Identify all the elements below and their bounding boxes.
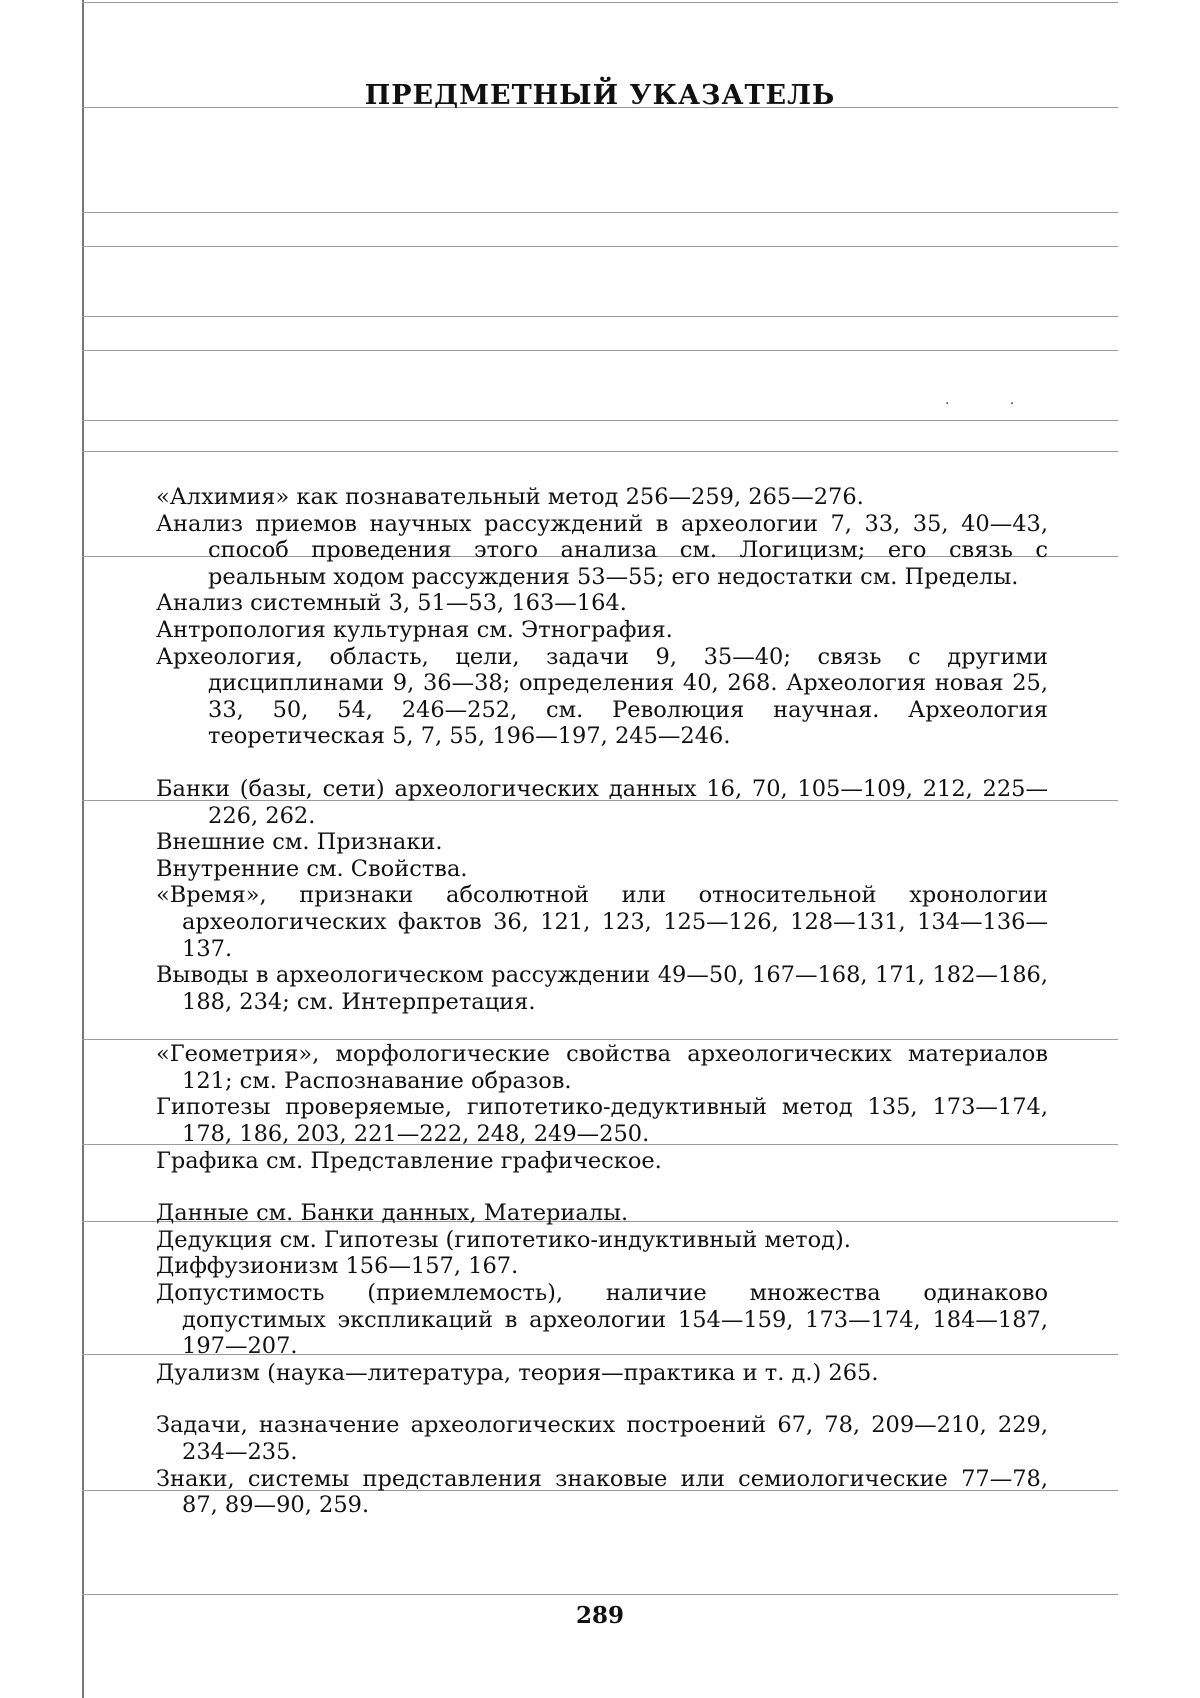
subject-index xyxy=(156,484,1048,1519)
page-number: 289 xyxy=(575,1602,624,1629)
index-entry: Антропология культурная см. Этнография. xyxy=(156,616,673,643)
index-entry: Гипотезы проверяемые, гипотетико-дедуктивный метод 135, 173—174, 178, 186, 203, 221—222, 248, 249—250. xyxy=(156,1094,1048,1148)
page-left-border xyxy=(82,0,84,1698)
index-entry: Данные см. Банки данных, Материалы. xyxy=(156,1200,629,1227)
rule-line xyxy=(82,316,1118,317)
rule-line xyxy=(82,246,1118,247)
index-entry: Внутренние см. Свойства. xyxy=(156,855,468,882)
rule-line xyxy=(82,451,1118,452)
index-entry: Археология, область, цели, задачи 9, 35—40; связь с другими дисциплинами 9, 36—38; определения 40, 268. Археология новая 25, 33, 50, 54, 246—252, см. Революция научная. Археология теоретическая 5, 7, 55, 196—197, 245—246. xyxy=(156,643,1048,750)
letter-gap xyxy=(156,1386,1048,1412)
rule-line xyxy=(82,350,1118,351)
index-entry: Анализ системный 3, 51—53, 163—164. xyxy=(156,590,627,617)
index-entry: Внешние см. Признаки. xyxy=(156,829,443,856)
index-entry: Дедукция см. Гипотезы (гипотетико-индуктивный метод). xyxy=(156,1226,851,1253)
index-entry: «Алхимия» как познавательный метод 256—259, 265—276. xyxy=(156,484,864,510)
index-entry: «Время», признаки абсолютной или относительной хронологии археологических фактов 36, 121, 123, 125—126, 128—131, 134—136—137. xyxy=(156,882,1048,962)
rule-line xyxy=(82,1594,1118,1595)
index-entry: Диффузионизм 156—157, 167. xyxy=(156,1253,519,1280)
rule-line xyxy=(82,420,1118,421)
index-entry: «Геометрия», морфологические свойства археологических материалов 121; см. Распознавание образов. xyxy=(156,1041,1048,1094)
index-entry: Дуализм (наука—литература, теория—практика и т. д.) 265. xyxy=(156,1359,879,1386)
letter-gap xyxy=(156,750,1048,776)
index-entry: Задачи, назначение археологических построений 67, 78, 209—210, 229, 234—235. xyxy=(156,1412,1048,1465)
rule-line xyxy=(82,2,1118,3)
page-title: ПРЕДМЕТНЫЙ УКАЗАТЕЛЬ xyxy=(364,80,836,111)
scan-specks: · · xyxy=(945,396,1043,412)
index-entry: Знаки, системы представления знаковые или семиологические 77—78, 87, 89—90, 259. xyxy=(156,1465,1048,1519)
index-entry: Анализ приемов научных рассуждений в археологии 7, 33, 35, 40—43, способ проведения этого анализа см. Логицизм; его связь с реальным ходом рассуждения 53—55; его недостатки см. Пределы. xyxy=(156,510,1048,590)
index-entry: Выводы в археологическом рассуждении 49—50, 167—168, 171, 182—186, 188, 234; см. Интерпретация. xyxy=(156,962,1048,1015)
index-entry: Допустимость (приемлемость), наличие множества одинаково допустимых экспликаций в археологии 154—159, 173—174, 184—187, 197—207. xyxy=(156,1280,1048,1360)
index-entry: Банки (базы, сети) археологических данных 16, 70, 105—109, 212, 225—226, 262. xyxy=(156,775,1048,829)
letter-gap xyxy=(156,1174,1048,1200)
letter-gap xyxy=(156,1015,1048,1041)
rule-line xyxy=(82,212,1118,213)
index-entry: Графика см. Представление графическое. xyxy=(156,1147,662,1174)
